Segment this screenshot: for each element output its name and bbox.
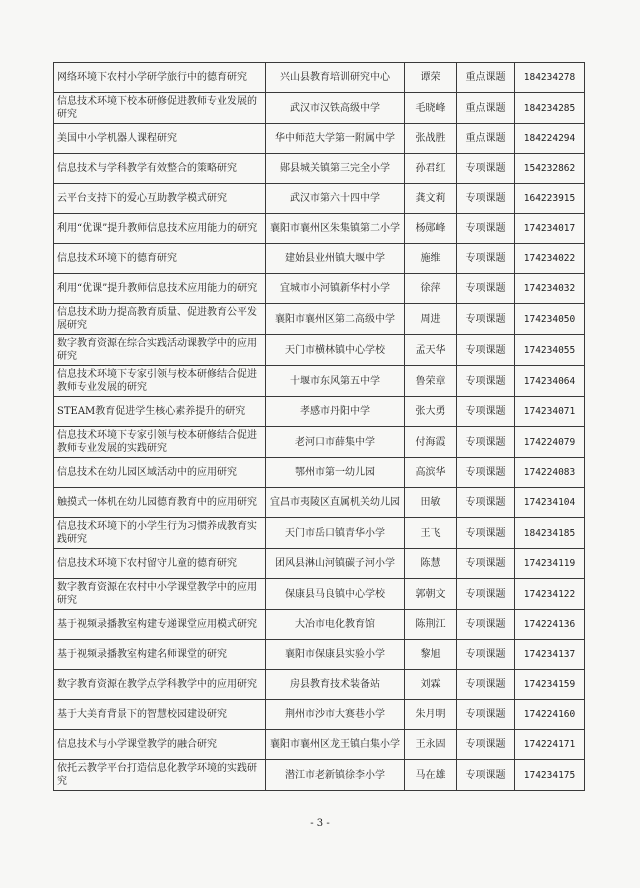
project-type: 专项课题	[457, 640, 515, 670]
project-title: 信息技术与学科教学有效整合的策略研究	[54, 154, 266, 184]
project-code: 174234055	[515, 335, 585, 366]
table-row	[54, 397, 585, 427]
host-unit: 武汉市汉铁高级中学	[266, 93, 405, 124]
principal-investigator: 王飞	[405, 518, 457, 549]
project-code: 174224171	[515, 730, 585, 760]
project-title: 依托云教学平台打造信息化教学环境的实践研究	[54, 760, 266, 791]
project-title: 信息技术环境下的德育研究	[54, 244, 266, 274]
principal-investigator: 徐萍	[405, 274, 457, 304]
host-unit: 襄阳市襄州区第二高级中学	[266, 304, 405, 335]
principal-investigator: 周进	[405, 304, 457, 335]
project-type: 重点课题	[457, 124, 515, 154]
project-type: 专项课题	[457, 214, 515, 244]
project-code: 174224160	[515, 700, 585, 730]
page-number: - 3 -	[310, 818, 330, 829]
host-unit: 天门市横林镇中心学校	[266, 335, 405, 366]
principal-investigator: 陈荆江	[405, 610, 457, 640]
project-title: 基于视频录播教室构建专递课堂应用模式研究	[54, 610, 266, 640]
project-title: 信息技术环境下校本研修促进教师专业发展的研究	[54, 93, 266, 124]
principal-investigator: 黎旭	[405, 640, 457, 670]
table-row	[54, 184, 585, 214]
project-code: 164223915	[515, 184, 585, 214]
principal-investigator: 孙君红	[405, 154, 457, 184]
table-row	[54, 274, 585, 304]
project-title: 信息技术环境下农村留守儿童的德育研究	[54, 549, 266, 579]
project-title: 美国中小学机器人课程研究	[54, 124, 266, 154]
table-row	[54, 214, 585, 244]
project-type: 专项课题	[457, 610, 515, 640]
host-unit: 华中师范大学第一附属中学	[266, 124, 405, 154]
project-type: 专项课题	[457, 488, 515, 518]
table-row	[54, 518, 585, 549]
project-title: 信息技术与小学课堂教学的融合研究	[54, 730, 266, 760]
project-code: 174234122	[515, 579, 585, 610]
project-title: STEAM教育促进学生核心素养提升的研究	[54, 397, 266, 427]
host-unit: 保康县马良镇中心学校	[266, 579, 405, 610]
project-title: 利用“优课”提升教师信息技术应用能力的研究	[54, 274, 266, 304]
table-row	[54, 124, 585, 154]
project-type: 专项课题	[457, 335, 515, 366]
host-unit: 兴山县教育培训研究中心	[266, 63, 405, 93]
host-unit: 房县教育技术装备站	[266, 670, 405, 700]
host-unit: 大冶市电化教育馆	[266, 610, 405, 640]
principal-investigator: 郭朝文	[405, 579, 457, 610]
project-type: 重点课题	[457, 63, 515, 93]
principal-investigator: 张大勇	[405, 397, 457, 427]
host-unit: 宜城市小河镇新华村小学	[266, 274, 405, 304]
project-title: 触摸式一体机在幼儿园德育教育中的应用研究	[54, 488, 266, 518]
project-code: 184234278	[515, 63, 585, 93]
table-row	[54, 304, 585, 335]
host-unit: 武汉市第六十四中学	[266, 184, 405, 214]
project-type: 专项课题	[457, 700, 515, 730]
principal-investigator: 刘霖	[405, 670, 457, 700]
project-type: 专项课题	[457, 274, 515, 304]
project-code: 184234185	[515, 518, 585, 549]
principal-investigator: 朱月明	[405, 700, 457, 730]
project-type: 专项课题	[457, 670, 515, 700]
project-title: 数字教育资源在教学点学科教学中的应用研究	[54, 670, 266, 700]
principal-investigator: 王永固	[405, 730, 457, 760]
host-unit: 孝感市丹阳中学	[266, 397, 405, 427]
project-type: 专项课题	[457, 458, 515, 488]
project-type: 专项课题	[457, 427, 515, 458]
principal-investigator: 鲁荣章	[405, 366, 457, 397]
table-row	[54, 760, 585, 791]
host-unit: 鄂州市第一幼儿园	[266, 458, 405, 488]
principal-investigator: 高滨华	[405, 458, 457, 488]
table-row	[54, 93, 585, 124]
host-unit: 建始县业州镇大堰中学	[266, 244, 405, 274]
host-unit: 宜昌市夷陵区直属机关幼儿园	[266, 488, 405, 518]
project-type: 专项课题	[457, 244, 515, 274]
project-code: 174234137	[515, 640, 585, 670]
project-type: 专项课题	[457, 397, 515, 427]
host-unit: 襄阳市襄州区龙王镇白集小学	[266, 730, 405, 760]
table-row	[54, 549, 585, 579]
project-title: 云平台支持下的爱心互助教学模式研究	[54, 184, 266, 214]
project-title: 信息技术环境下的小学生行为习惯养成教育实践研究	[54, 518, 266, 549]
principal-investigator: 毛晓峰	[405, 93, 457, 124]
table-row	[54, 488, 585, 518]
table-row	[54, 700, 585, 730]
table-row	[54, 640, 585, 670]
project-title: 基于视频录播教室构建名师课堂的研究	[54, 640, 266, 670]
project-title: 网络环境下农村小学研学旅行中的德育研究	[54, 63, 266, 93]
principal-investigator: 龚文莉	[405, 184, 457, 214]
host-unit: 襄阳市保康县实验小学	[266, 640, 405, 670]
project-type: 专项课题	[457, 760, 515, 791]
project-type: 重点课题	[457, 93, 515, 124]
table-row	[54, 244, 585, 274]
project-title: 数字教育资源在综合实践活动课教学中的应用研究	[54, 335, 266, 366]
project-code: 174234064	[515, 366, 585, 397]
project-code: 174234050	[515, 304, 585, 335]
table-row	[54, 730, 585, 760]
host-unit: 郧县城关镇第三完全小学	[266, 154, 405, 184]
project-code: 174224136	[515, 610, 585, 640]
project-code: 184234285	[515, 93, 585, 124]
host-unit: 天门市岳口镇青华小学	[266, 518, 405, 549]
project-table-body	[54, 63, 585, 791]
project-type: 专项课题	[457, 730, 515, 760]
project-type: 专项课题	[457, 184, 515, 214]
host-unit: 十堰市东风第五中学	[266, 366, 405, 397]
host-unit: 老河口市薛集中学	[266, 427, 405, 458]
project-code: 154232862	[515, 154, 585, 184]
project-code: 174234104	[515, 488, 585, 518]
principal-investigator: 谭荣	[405, 63, 457, 93]
principal-investigator: 田敏	[405, 488, 457, 518]
project-code: 184224294	[515, 124, 585, 154]
project-code: 174224079	[515, 427, 585, 458]
table-row	[54, 154, 585, 184]
host-unit: 荆州市沙市大赛巷小学	[266, 700, 405, 730]
table-row	[54, 610, 585, 640]
project-code: 174234032	[515, 274, 585, 304]
principal-investigator: 马在雄	[405, 760, 457, 791]
project-title: 信息技术助力提高教育质量、促进教育公平发展研究	[54, 304, 266, 335]
table-row	[54, 427, 585, 458]
host-unit: 团风县淋山河镇碳子河小学	[266, 549, 405, 579]
project-title: 信息技术环境下专家引领与校本研修结合促进教师专业发展的实践研究	[54, 427, 266, 458]
project-code: 174234022	[515, 244, 585, 274]
project-type: 专项课题	[457, 154, 515, 184]
project-code: 174224083	[515, 458, 585, 488]
principal-investigator: 杨郧峰	[405, 214, 457, 244]
project-code: 174234071	[515, 397, 585, 427]
principal-investigator: 施维	[405, 244, 457, 274]
principal-investigator: 张战胜	[405, 124, 457, 154]
project-title: 信息技术在幼儿园区域活动中的应用研究	[54, 458, 266, 488]
table-row	[54, 458, 585, 488]
table-row	[54, 579, 585, 610]
project-type: 专项课题	[457, 549, 515, 579]
project-code: 174234119	[515, 549, 585, 579]
project-code: 174234159	[515, 670, 585, 700]
project-code: 174234017	[515, 214, 585, 244]
table-row	[54, 335, 585, 366]
principal-investigator: 孟天华	[405, 335, 457, 366]
project-title: 利用“优课”提升教师信息技术应用能力的研究	[54, 214, 266, 244]
project-type: 专项课题	[457, 579, 515, 610]
project-type: 专项课题	[457, 304, 515, 335]
table-row	[54, 63, 585, 93]
table-row	[54, 366, 585, 397]
principal-investigator: 陈慧	[405, 549, 457, 579]
project-type: 专项课题	[457, 518, 515, 549]
project-title: 信息技术环境下专家引领与校本研修结合促进教师专业发展的研究	[54, 366, 266, 397]
project-title: 基于大美育背景下的智慧校园建设研究	[54, 700, 266, 730]
project-code: 174234175	[515, 760, 585, 791]
principal-investigator: 付海霞	[405, 427, 457, 458]
project-table	[53, 62, 585, 791]
host-unit: 襄阳市襄州区朱集镇第二小学	[266, 214, 405, 244]
table-row	[54, 670, 585, 700]
host-unit: 潜江市老新镇徐李小学	[266, 760, 405, 791]
project-type: 专项课题	[457, 366, 515, 397]
project-title: 数字教育资源在农村中小学课堂教学中的应用研究	[54, 579, 266, 610]
